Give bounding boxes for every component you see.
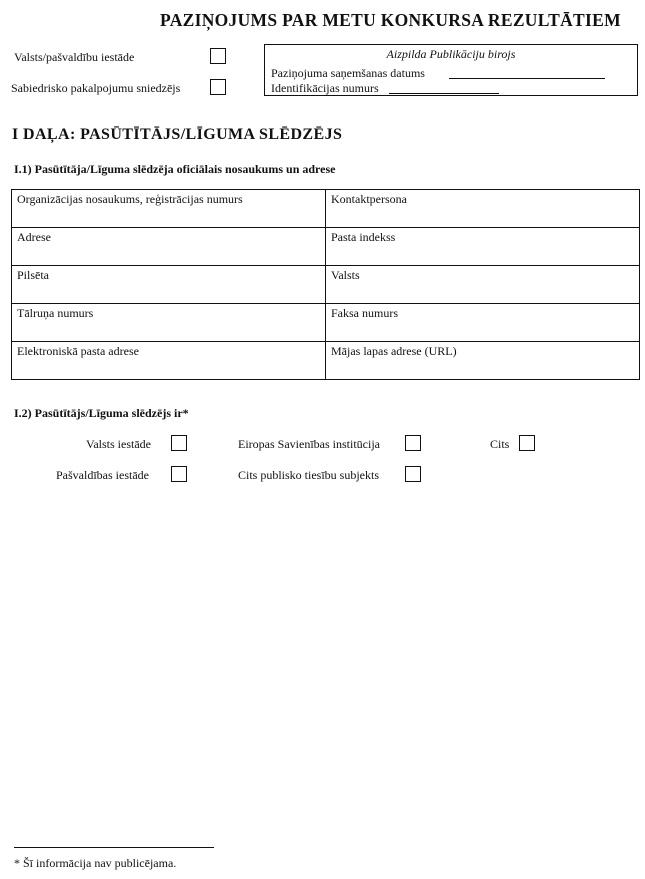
other-checkbox[interactable]	[519, 435, 535, 451]
receipt-date-label: Paziņojuma saņemšanas datums	[271, 66, 425, 80]
municipal-institution-label: Pašvaldības iestāde	[56, 468, 149, 482]
email-field[interactable]: Elektroniskā pasta adrese	[12, 342, 326, 380]
section-1-title: I DAĻA: PASŪTĪTĀJS/LĪGUMA SLĒDZĒJS	[12, 126, 343, 143]
table-row	[12, 190, 640, 228]
receipt-date-field[interactable]	[449, 78, 605, 79]
table-row	[12, 342, 640, 380]
utility-provider-label: Sabiedrisko pakalpojumu sniedzējs	[11, 81, 181, 95]
website-url-field[interactable]: Mājas lapas adrese (URL)	[326, 342, 640, 380]
contact-person-field[interactable]: Kontaktpersona	[326, 190, 640, 228]
municipal-institution-checkbox[interactable]	[171, 466, 187, 482]
state-institution-checkbox[interactable]	[171, 435, 187, 451]
phone-number-field[interactable]: Tālruņa numurs	[12, 304, 326, 342]
state-authority-label: Valsts/pašvaldību iestāde	[14, 50, 135, 64]
table-row	[12, 228, 640, 266]
subsection-1-1-title: I.1) Pasūtītāja/Līguma slēdzēja oficiālais nosaukums un adrese	[14, 162, 336, 176]
postal-code-field[interactable]: Pasta indekss	[326, 228, 640, 266]
country-field[interactable]: Valsts	[326, 266, 640, 304]
subsection-1-2-title: I.2) Pasūtītājs/Līguma slēdzējs ir*	[14, 406, 189, 420]
identification-number-field[interactable]	[389, 93, 499, 94]
office-box-heading: Aizpilda Publikāciju birojs	[386, 47, 516, 61]
eu-institution-checkbox[interactable]	[405, 435, 421, 451]
table-row	[12, 266, 640, 304]
contact-details-table	[11, 189, 640, 380]
state-institution-label: Valsts iestāde	[86, 437, 151, 451]
state-authority-checkbox[interactable]	[210, 48, 226, 64]
eu-institution-label: Eiropas Savienības institūcija	[238, 437, 380, 451]
footnote: * Šī informācija nav publicējama.	[14, 856, 177, 870]
page-title: PAZIŅOJUMS PAR METU KONKURSA REZULTĀTIEM	[160, 10, 621, 30]
city-field[interactable]: Pilsēta	[12, 266, 326, 304]
footnote-divider	[14, 847, 214, 848]
publications-office-box	[264, 44, 638, 96]
fax-number-field[interactable]: Faksa numurs	[326, 304, 640, 342]
other-label: Cits	[490, 437, 510, 451]
organization-name-field[interactable]: Organizācijas nosaukums, reģistrācijas numurs	[12, 190, 326, 228]
identification-number-label: Identifikācijas numurs	[271, 81, 379, 95]
address-field[interactable]: Adrese	[12, 228, 326, 266]
utility-provider-checkbox[interactable]	[210, 79, 226, 95]
other-public-law-entity-checkbox[interactable]	[405, 466, 421, 482]
table-row	[12, 304, 640, 342]
other-public-law-entity-label: Cits publisko tiesību subjekts	[238, 468, 380, 482]
